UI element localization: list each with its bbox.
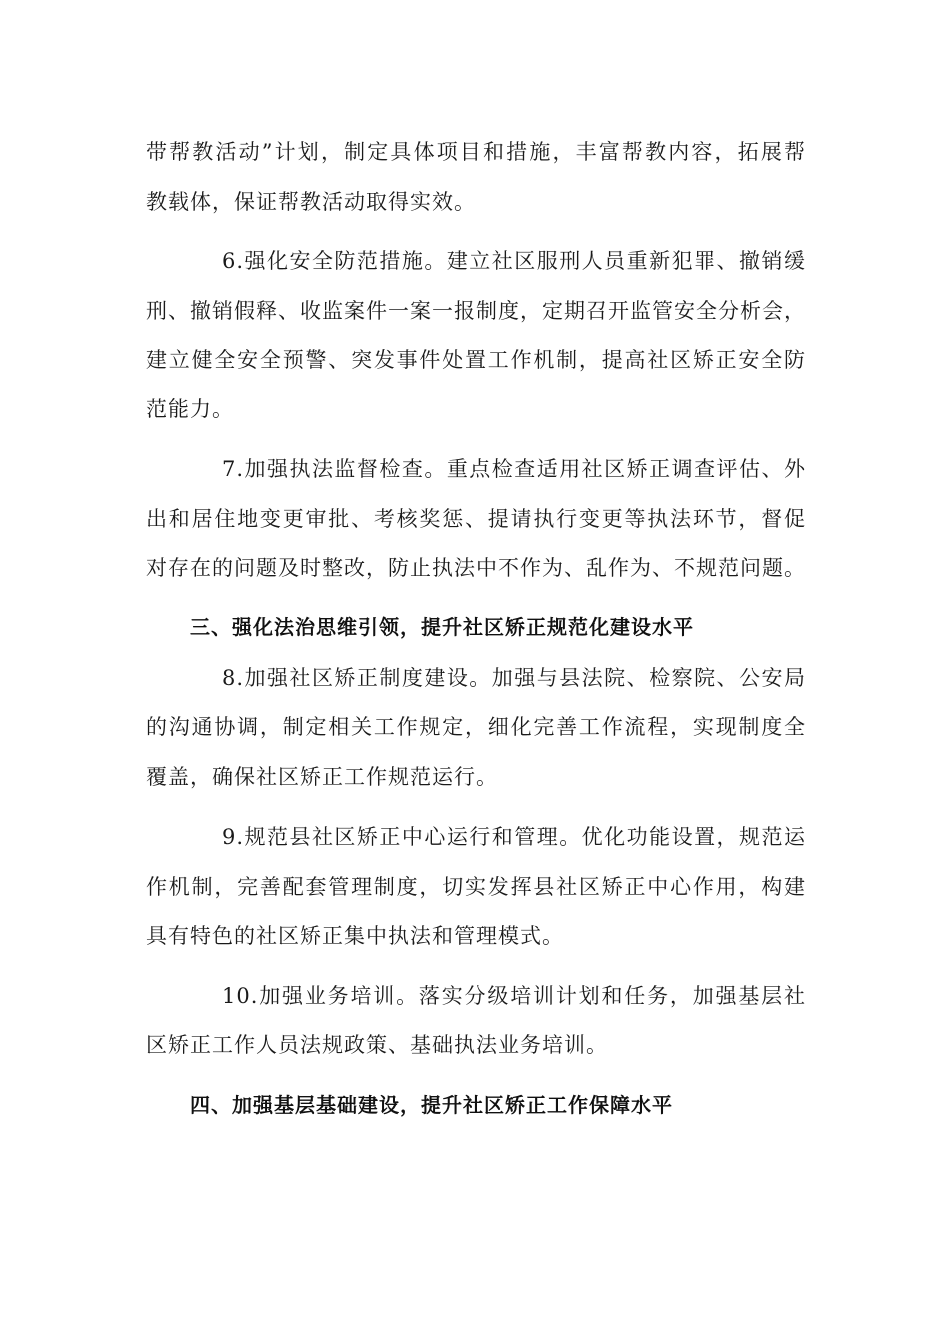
paragraph-8-start: 8.加强社区矫正制度建设。加强与县法院、检察院、公安局 [222, 666, 806, 690]
text-line: 覆盖，确保社区矫正工作规范运行。 [146, 765, 498, 789]
text-line: 区矫正工作人员法规政策、基础执法业务培训。 [146, 1033, 608, 1057]
text-line: 带帮教活动”计划，制定具体项目和措施，丰富帮教内容，拓展帮 [146, 140, 806, 164]
text-line: 范能力。 [146, 397, 234, 421]
text-line: 刑、撤销假释、收监案件一案一报制度，定期召开监管安全分析会， [146, 299, 806, 323]
paragraph-7-start: 7.加强执法监督检查。重点检查适用社区矫正调查评估、外 [222, 457, 806, 481]
text-line: 的沟通协调，制定相关工作规定，细化完善工作流程，实现制度全 [146, 715, 806, 739]
paragraph-9-start: 9.规范县社区矫正中心运行和管理。优化功能设置，规范运 [222, 825, 806, 849]
section-heading-4: 四、加强基层基础建设，提升社区矫正工作保障水平 [190, 1093, 673, 1117]
paragraph-10-start: 10.加强业务培训。落实分级培训计划和任务，加强基层社 [222, 984, 806, 1008]
text-line: 作机制，完善配套管理制度，切实发挥县社区矫正中心作用，构建 [146, 875, 806, 899]
text-line: 建立健全安全预警、突发事件处置工作机制，提高社区矫正安全防 [146, 348, 806, 372]
paragraph-6-start: 6.强化安全防范措施。建立社区服刑人员重新犯罪、撤销缓 [222, 249, 806, 273]
text-line: 教载体，保证帮教活动取得实效。 [146, 190, 476, 214]
text-line: 出和居住地变更审批、考核奖惩、提请执行变更等执法环节，督促 [146, 507, 806, 531]
section-heading-3: 三、强化法治思维引领，提升社区矫正规范化建设水平 [190, 615, 694, 639]
text-line: 具有特色的社区矫正集中执法和管理模式。 [146, 924, 564, 948]
text-line: 对存在的问题及时整改，防止执法中不作为、乱作为、不规范问题。 [146, 556, 806, 580]
